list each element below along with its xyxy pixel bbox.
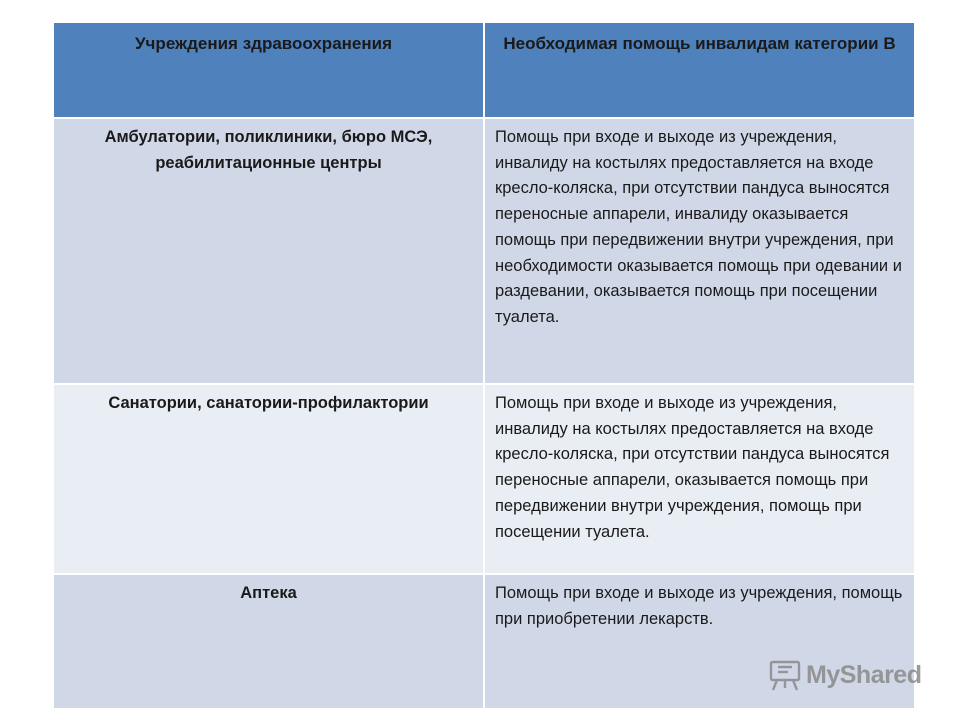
table-row	[53, 384, 915, 574]
institution-cell: Санатории, санатории-профилактории	[53, 384, 484, 574]
institution-cell: Аптека	[53, 574, 484, 709]
header-institutions: Учреждения здравоохранения	[53, 22, 484, 118]
header-required-help: Необходимая помощь инвалидам категории В	[484, 22, 915, 118]
assistance-table	[52, 21, 916, 710]
help-cell: Помощь при входе и выходе из учреждения, помощь при приобретении лекарств.	[484, 574, 915, 709]
watermark-text: MyShared	[806, 660, 922, 689]
myshared-watermark	[768, 657, 921, 693]
help-cell: Помощь при входе и выходе из учреждения, инвалиду на костылях предоставляется на входе кресло-коляска, при отсутствии пандуса выносятся переносные аппарели, оказывается помощь при передвижении внутри учреждения, помощь при посещении туалета.	[484, 384, 915, 574]
table-row	[53, 118, 915, 384]
help-cell: Помощь при входе и выходе из учреждения, инвалиду на костылях предоставляется на входе кресло-коляска, при отсутствии пандуса выносятся переносные аппарели, инвалиду оказывается помощь при передвижении внутри учреждения, при необходимости оказывается помощь при одевании и раздевании, оказывается помощь при посещении туалета.	[484, 118, 915, 384]
institution-cell: Амбулатории, поликлиники, бюро МСЭ, реабилитационные центры	[53, 118, 484, 384]
table-header-row	[53, 22, 915, 118]
presentation-board-icon	[768, 658, 802, 692]
